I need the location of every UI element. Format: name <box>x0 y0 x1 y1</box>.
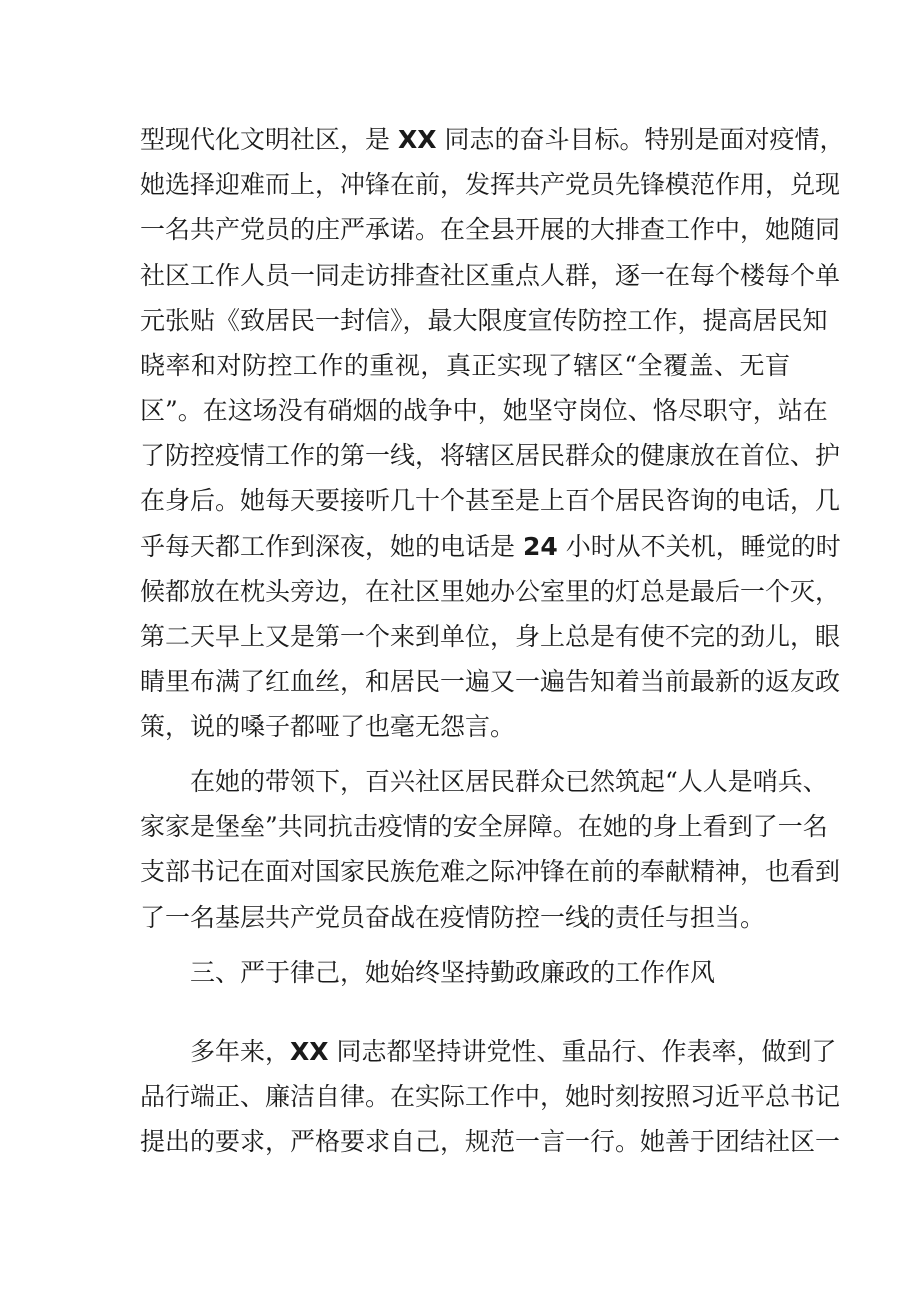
paragraph-1-line-7: 区”。在这场没有硝烟的战争中，她坚守岗位、恪尽职守，站在 <box>140 396 828 425</box>
paragraph-2-line-3: 支部书记在面对国家民族危难之际冲锋在前的奉献精神，也看到 <box>140 857 841 886</box>
paragraph-1-line-10: 乎每天都工作到深夜，她的电话是 24 小时从不关机，睡觉的时 <box>140 532 841 561</box>
paragraph-1-line-13: 睛里布满了红血丝，和居民一遍又一遍告知着当前最新的返友政 <box>140 667 841 696</box>
paragraph-2-line-2: 家家是堡垒”共同抗击疫情的安全屏障。在她的身上看到了一名 <box>140 812 828 841</box>
paragraph-1-line-2: 她选择迎难而上，冲锋在前，发挥共产党员先锋模范作用，兑现 <box>140 170 841 199</box>
paragraph-3-line-2: 品行端正、廉洁自律。在实际工作中，她时刻按照习近平总书记 <box>140 1082 841 1111</box>
paragraph-1-line-14: 策，说的嗓子都哑了也毫无怨言。 <box>140 712 516 741</box>
paragraph-1-line-9: 在身后。她每天要接听几十个甚至是上百个居民咨询的电话，几 <box>140 486 841 515</box>
paragraph-1-line-4: 社区工作人员一同走访排查社区重点人群，逐一在每个楼每个单 <box>140 261 841 290</box>
paragraph-3-line-3: 提出的要求，严格要求自己，规范一言一行。她善于团结社区一 <box>140 1127 841 1156</box>
paragraph-1-line-8: 了防控疫情工作的第一线，将辖区居民群众的健康放在首位、护 <box>140 441 841 470</box>
paragraph-1-line-3: 一名共产党员的庄严承诺。在全县开展的大排查工作中，她随同 <box>140 215 841 244</box>
paragraph-1-line-5: 元张贴《致居民一封信》，最大限度宣传防控工作，提高居民知 <box>140 306 828 335</box>
paragraph-1-line-1: 型现代化文明社区，是 XX 同志的奋斗目标。特别是面对疫情， <box>140 125 845 154</box>
paragraph-1-line-6: 晓率和对防控工作的重视，真正实现了辖区“全覆盖、无盲 <box>140 351 790 380</box>
paragraph-3-line-1: 多年来，XX 同志都坚持讲党性、重品行、作表率，做到了 <box>190 1037 837 1066</box>
paragraph-1-line-12: 第二天早上又是第一个来到单位，身上总是有使不完的劲儿，眼 <box>140 622 841 651</box>
section-heading-3: 三、严于律己，她始终坚持勤政廉政的工作作风 <box>190 958 716 987</box>
paragraph-2-line-4: 了一名基层共产党员奋战在疫情防控一线的责任与担当。 <box>140 903 766 932</box>
paragraph-1-line-11: 候都放在枕头旁边，在社区里她办公室里的灯总是最后一个灭， <box>140 577 841 606</box>
paragraph-2-line-1: 在她的带领下，百兴社区居民群众已然筑起“人人是哨兵、 <box>190 767 828 796</box>
